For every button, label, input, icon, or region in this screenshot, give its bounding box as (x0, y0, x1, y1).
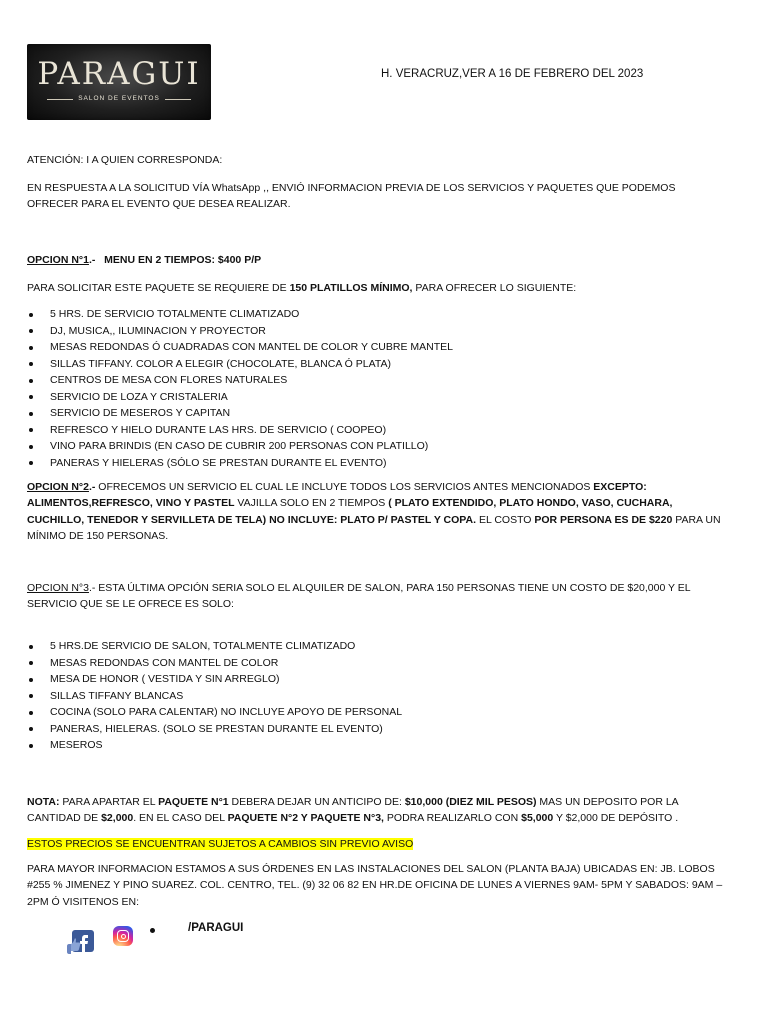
option1-label: OPCION N°1 (27, 254, 89, 266)
list-item: VINO PARA BRINDIS (EN CASO DE CUBRIR 200 PERSONAS CON PLATILLO) (27, 438, 727, 455)
list-item: MESA DE HONOR ( VESTIDA Y SIN ARREGLO) (27, 671, 727, 688)
note-label: NOTA: (27, 796, 60, 808)
note-bold: PAQUETE N°2 Y PAQUETE N°3, (227, 812, 384, 825)
note-text: MAS UN DEPOSITO POR LA CANTIDAD DE (27, 796, 679, 825)
logo-rule-left (47, 99, 73, 100)
list-item: SERVICIO DE MESEROS Y CAPITAN (27, 405, 727, 422)
option2-text: VAJILLA SOLO EN 2 TIEMPOS (234, 497, 389, 510)
list-item: CENTROS DE MESA CON FLORES NATURALES (27, 372, 727, 389)
list-item: COCINA (SOLO PARA CALENTAR) NO INCLUYE APOYO DE PERSONAL (27, 704, 727, 721)
note-bold: PAQUETE N°1 (158, 796, 229, 808)
option1-title: MENU EN 2 TIEMPOS: $400 P/P (104, 254, 262, 266)
list-item: 5 HRS. DE SERVICIO TOTALMENTE CLIMATIZADO (27, 306, 727, 323)
option2-text: OFRECEMOS UN SERVICIO EL CUAL LE INCLUYE TODOS LOS SERVICIOS ANTES MENCIONADOS (95, 481, 594, 493)
option2-paragraph (27, 479, 727, 544)
social-handle[interactable]: /PARAGUI (188, 922, 244, 934)
logo-tagline: SALON DE EVENTOS (78, 95, 160, 102)
price-notice (27, 836, 727, 852)
logo-brand: PARAGUI (37, 56, 201, 92)
option2-text: EL COSTO (476, 513, 535, 526)
list-item: MESAS REDONDAS CON MANTEL DE COLOR (27, 655, 727, 672)
option3-sep: .- (88, 582, 96, 594)
option3-list (27, 638, 727, 754)
option2-label: OPCION N°2 (27, 481, 89, 493)
note-text: PODRA REALIZARLO CON (383, 812, 522, 825)
list-item: MESAS REDONDAS Ó CUADRADAS CON MANTEL DE COLOR Y CUBRE MANTEL (27, 339, 727, 356)
list-item: SILLAS TIFFANY BLANCAS (27, 688, 727, 705)
list-item: MESEROS (27, 737, 727, 754)
contact-paragraph: PARA MAYOR INFORMACION ESTAMOS A SUS ÓRDENES EN LAS INSTALACIONES DEL SALON (PLANTA BAJA) UBICADAS EN: JB. LOBOS #255 % JIMENEZ Y PINO SUAREZ. COL. CENTRO, TEL. (9) 32 06 82 EN HR.DE OFICINA DE LUNES A VIERNES 9AM- 5PM Y SABADOS: 9AM – 2PM Ó VISITENOS EN: (27, 863, 723, 908)
option2-bold: POR PERSONA ES DE $220 (534, 513, 673, 526)
option1-sep: .- (88, 254, 96, 266)
list-item: SERVICIO DE LOZA Y CRISTALERIA (27, 389, 727, 406)
list-item: 5 HRS.DE SERVICIO DE SALON, TOTALMENTE CLIMATIZADO (27, 638, 727, 655)
option3-text: ESTA ÚLTIMA OPCIÓN SERIA SOLO EL ALQUILER DE SALON, PARA 150 PERSONAS TIENE UN COSTO DE $20,000 Y EL SERVICIO QUE SE LE OFRECE ES SOLO: (27, 582, 691, 611)
option1-list (27, 306, 727, 471)
option2-sep: .- (88, 481, 96, 493)
list-item: REFRESCO Y HIELO DURANTE LAS HRS. DE SERVICIO ( COOPEO) (27, 422, 727, 439)
option2-bold: ( PLATO EXTENDIDO, PLATO HONDO, VASO, CUCHARA, CUCHILLO, TENEDOR Y SERVILLETA DE TELA) NO INCLUYE: PLATO P/ PASTEL Y COPA. (27, 497, 673, 526)
option1-req-post: PARA OFRECER LO SIGUIENTE: (412, 282, 577, 294)
option2-bold: EXCEPTO: ALIMENTOS,REFRESCO, VINO Y PASTEL (27, 481, 647, 510)
note-text: Y $2,000 DE DEPÓSITO . (553, 812, 679, 825)
note-text: . EN EL CASO DEL (133, 812, 228, 825)
option1-req-text: PARA SOLICITAR ESTE PAQUETE SE REQUIERE DE (27, 282, 290, 294)
note-text: PARA APARTAR EL (59, 796, 159, 808)
paragui-logo (27, 44, 211, 120)
option3-label: OPCION N°3 (27, 582, 89, 594)
list-item: DJ, MUSICA,, ILUMINACION Y PROYECTOR (27, 323, 727, 340)
note-text: DEBERA DEJAR UN ANTICIPO DE: (228, 796, 405, 808)
date-line: H. VERACRUZ,VER A 16 DE FEBRERO DEL 2023 (381, 68, 644, 80)
note-bold: $2,000 (101, 812, 134, 825)
social-bullet (150, 928, 155, 933)
note-paragraph (27, 794, 727, 827)
option3-paragraph (27, 580, 727, 613)
logo-rule-right (165, 99, 191, 100)
attention-line: ATENCIÓN: I A QUIEN CORRESPONDA: (27, 154, 223, 166)
option2-text: PARA UN MÍNIMO DE 150 PERSONAS. (27, 513, 721, 542)
note-bold: $5,000 (521, 812, 554, 825)
facebook-icon[interactable] (66, 928, 94, 956)
list-item: PANERAS, HIELERAS. (SOLO SE PRESTAN DURANTE EL EVENTO) (27, 721, 727, 738)
list-item: PANERAS Y HIELERAS (SÓLO SE PRESTAN DURANTE EL EVENTO) (27, 455, 727, 472)
note-bold: $10,000 (DIEZ MIL PESOS) (404, 796, 537, 808)
logo-tagline-row (27, 94, 211, 104)
option1-requirement (27, 280, 727, 296)
price-notice-text: ESTOS PRECIOS SE ENCUENTRAN SUJETOS A CAMBIOS SIN PREVIO AVISO (27, 838, 414, 850)
option1-req-bold: 150 PLATILLOS MÍNIMO, (289, 282, 413, 294)
option1-heading (27, 252, 727, 268)
instagram-icon[interactable] (113, 926, 133, 946)
intro-paragraph: EN RESPUESTA A LA SOLICITUD VÍA WhatsApp ,, ENVIÓ INFORMACION PREVIA DE LOS SERVICIOS Y PAQUETES QUE PODEMOS OFRECER PARA EL EVENTO QUE DESEA REALIZAR. (27, 182, 676, 211)
list-item: SILLAS TIFFANY. COLOR A ELEGIR (CHOCOLATE, BLANCA Ó PLATA) (27, 356, 727, 373)
